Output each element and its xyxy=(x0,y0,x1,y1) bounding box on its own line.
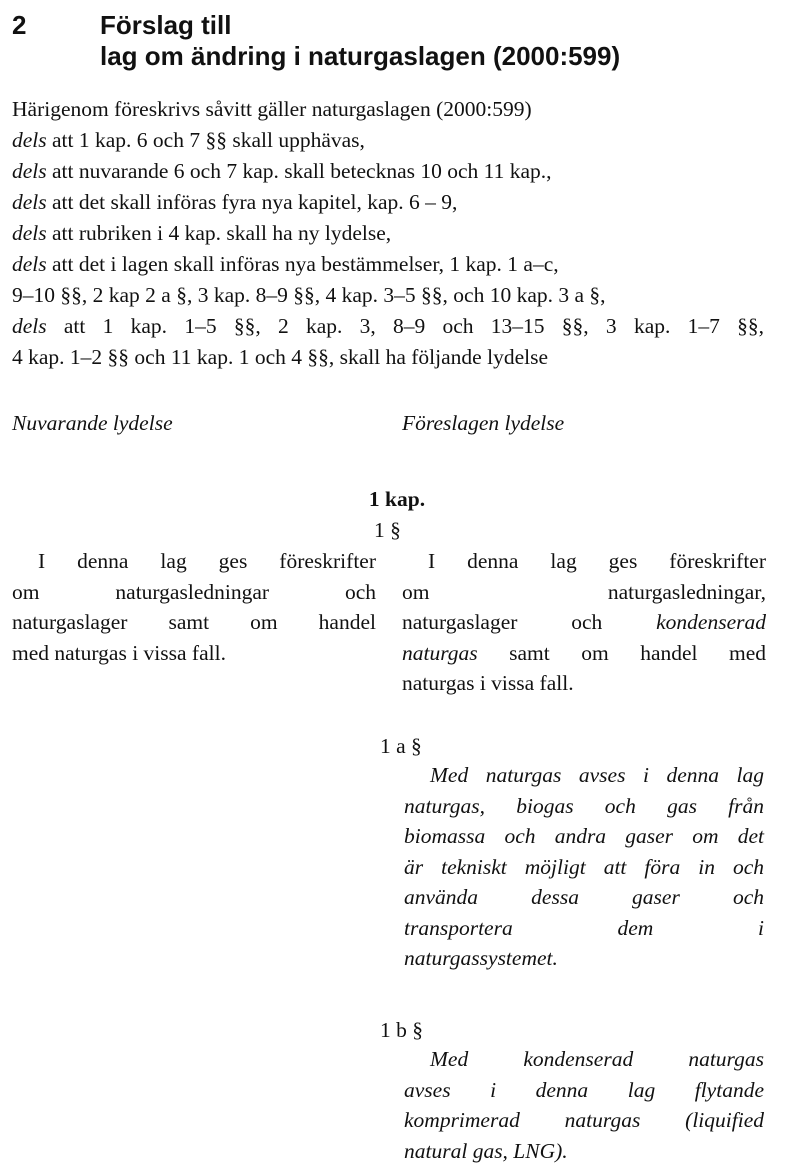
heading-title-line1: Förslag till xyxy=(100,10,232,40)
text-line: använda dessa gaser och xyxy=(404,885,764,909)
section-1b-columns xyxy=(12,1044,770,1174)
intro-paragraph xyxy=(12,94,770,373)
section-1a-columns xyxy=(12,760,770,992)
text-line: naturgas samt om handel med xyxy=(402,640,766,665)
intro-line: dels att rubriken i 4 kap. skall ha ny lydelse, xyxy=(12,221,392,245)
text-line: med naturgas i vissa fall. xyxy=(12,640,226,665)
section-number-1: 1 § xyxy=(374,518,401,542)
text-line: naturgas, biogas och gas från xyxy=(404,793,764,818)
right-column-header: Föreslagen lydelse xyxy=(402,411,565,435)
intro-line: 9–10 §§, 2 kap 2 a §, 3 kap. 8–9 §§, 4 kap. 3–5 §§, och 10 kap. 3 a §, xyxy=(12,283,606,307)
section-1a-proposed-text xyxy=(404,760,764,974)
heading-title-line2: lag om ändring i naturgaslagen (2000:599) xyxy=(100,41,621,71)
text-line: naturgaslager och kondenserad xyxy=(402,610,766,634)
text-line: natural gas, LNG). xyxy=(404,1138,568,1163)
text-line: om naturgasledningar och xyxy=(12,579,376,604)
text-line: Med naturgas avses i denna lag xyxy=(430,763,764,787)
text-line: naturgassystemet. xyxy=(404,946,558,970)
section-1-columns xyxy=(12,546,770,718)
text-line: I denna lag ges föreskrifter xyxy=(428,549,766,573)
text-line: biomassa och andra gaser om det xyxy=(404,824,764,848)
section-1-proposed-text xyxy=(402,546,766,699)
document-heading xyxy=(12,0,770,88)
text-line: transportera dem i xyxy=(404,915,764,940)
text-line: naturgaslager samt om handel xyxy=(12,610,376,634)
intro-line: Härigenom föreskrivs såvitt gäller naturgaslagen (2000:599) xyxy=(12,97,532,121)
section-1b-proposed-text xyxy=(404,1044,764,1166)
section-1-current-text xyxy=(12,546,376,668)
heading-title xyxy=(100,10,620,72)
text-line: Med kondenserad naturgas xyxy=(430,1047,764,1071)
section-number-1b: 1 b § xyxy=(380,1018,423,1042)
intro-line: dels att 1 kap. 6 och 7 §§ skall upphävas, xyxy=(12,128,365,152)
chapter-heading: 1 kap. xyxy=(368,487,426,511)
intro-line: dels att det skall införas fyra nya kapitel, kap. 6 – 9, xyxy=(12,190,458,214)
section-number-1a: 1 a § xyxy=(380,734,422,758)
column-headers xyxy=(12,411,770,451)
text-line: avses i denna lag flytande xyxy=(404,1077,764,1102)
intro-line: dels att nuvarande 6 och 7 kap. skall betecknas 10 och 11 kap., xyxy=(12,159,552,183)
text-line: är tekniskt möjligt att föra in och xyxy=(404,854,764,879)
text-line: naturgas i vissa fall. xyxy=(402,671,574,695)
intro-line: 4 kap. 1–2 §§ och 11 kap. 1 och 4 §§, skall ha följande lydelse xyxy=(12,345,548,369)
left-column-header: Nuvarande lydelse xyxy=(12,411,173,435)
text-line: komprimerad naturgas (liquified xyxy=(404,1108,764,1132)
intro-line: dels att 1 kap. 1–5 §§, 2 kap. 3, 8–9 och 13–15 §§, 3 kap. 1–7 §§, xyxy=(12,314,764,338)
document-page xyxy=(12,0,770,1174)
intro-line: dels att det i lagen skall införas nya bestämmelser, 1 kap. 1 a–c, xyxy=(12,252,559,276)
heading-number: 2 xyxy=(12,10,27,40)
text-line: om naturgasledningar, xyxy=(402,579,766,604)
text-line: I denna lag ges föreskrifter xyxy=(38,549,376,573)
